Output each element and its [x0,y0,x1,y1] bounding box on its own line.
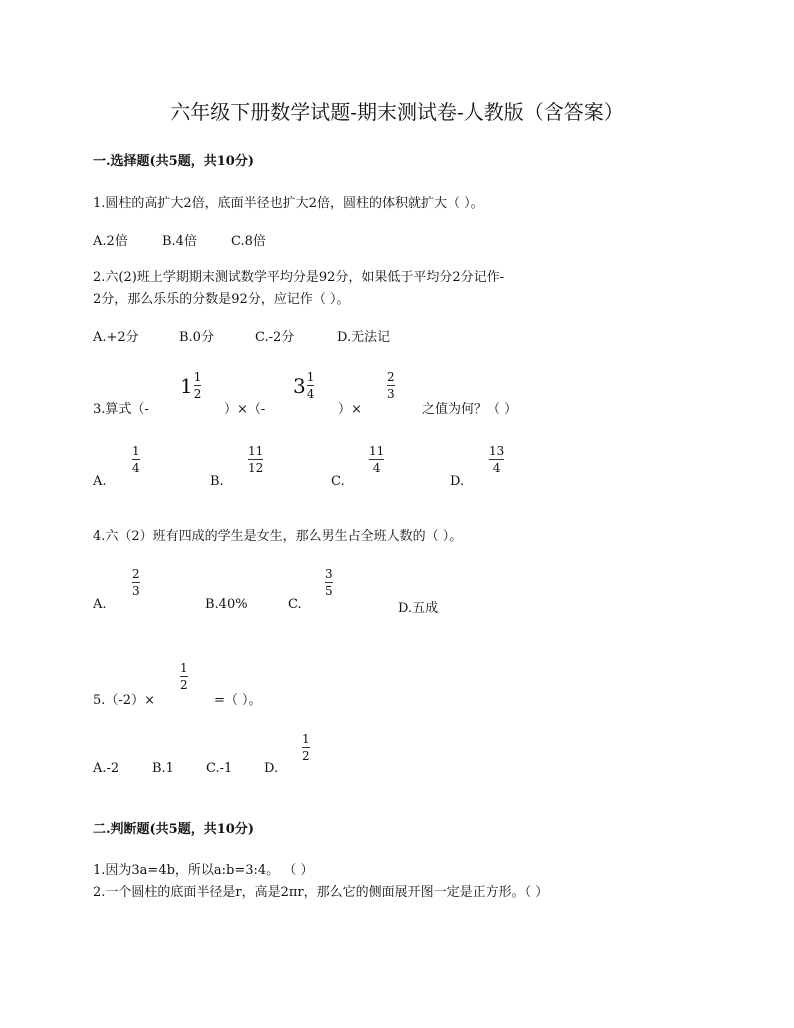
q3-option-c: C. [331,474,345,489]
q3-fb-den: 12 [248,461,264,475]
q4-option-a: A. [93,597,107,612]
q3-fc-num: 11 [369,444,385,458]
judge-question-2: 2.一个圆柱的底面半径是r，高是2πr，那么它的侧面展开图一定是正方形。（ ） [93,885,549,900]
q5-fd-num: 1 [302,732,310,746]
q1-option-b: B.4倍 [162,234,197,249]
question-2-line1: 2.六(2)班上学期期末测试数学平均分是92分，如果低于平均分2分记作- [93,270,505,285]
q4-fa-num: 2 [132,567,140,581]
q3-option-b: B. [210,474,224,489]
fraction-bar [132,582,140,583]
section-heading-choice: 一.选择题(共5题，共10分) [93,154,254,169]
q3-fd-num: 13 [489,444,505,458]
question-4-text: 4.六（2）班有四成的学生是女生，那么男生占全班人数的（ ）。 [93,529,463,544]
judge-question-1: 1.因为3a=4b，所以a:b=3:4。 （ ） [93,863,314,878]
fraction-bar [248,459,263,460]
q5-f-num: 1 [180,661,188,675]
q4-option-c-fraction [325,567,333,598]
q5-option-d: D. [264,761,279,776]
q1-option-a: A.2倍 [93,234,128,249]
q3-fd-den: 4 [492,461,501,475]
q3-m1-fraction [194,370,202,401]
q3-m2-num: 1 [306,370,315,384]
question-5-suffix: =（ ）。 [214,693,262,708]
q3-fa-num: 1 [132,444,140,458]
q3-fa-den: 4 [132,461,140,475]
q3-option-d: D. [450,474,465,489]
q2-option-a: A.+2分 [93,330,139,345]
question-2-line2: 2分，那么乐乐的分数是92分，应记作（ ）。 [93,292,350,307]
q3-m1-den: 2 [193,387,202,401]
fraction-bar [325,582,333,583]
q5-f-den: 2 [180,678,188,692]
q4-fc-den: 5 [325,584,333,598]
q2-option-c: C.-2分 [255,330,295,345]
q3-fraction-3 [387,370,395,401]
fraction-bar [194,385,202,386]
fraction-bar [180,676,188,677]
question-3-times-2: ）× [338,402,362,417]
fraction-bar [307,385,315,386]
q5-option-d-fraction [302,732,310,763]
page-title: 六年级下册数学试题-期末测试卷-人教版（含答案） [170,100,624,124]
question-5-prefix: 5.（-2）× [93,693,155,708]
q3-mixed-number-1 [180,370,201,401]
q4-option-d: D.五成 [398,601,439,616]
q3-m1-num: 1 [193,370,202,384]
q3-m2-whole: 3 [293,373,306,398]
q3-m1-whole: 1 [180,373,193,398]
question-3-times-1: ）×（- [224,402,266,417]
q3-option-c-fraction [369,444,384,475]
q3-option-d-fraction [489,444,504,475]
q3-m2-fraction [307,370,315,401]
q5-fd-den: 2 [302,749,310,763]
q3-option-b-fraction [248,444,263,475]
q4-option-b: B.40% [205,597,248,612]
q2-option-d: D.无法记 [337,330,391,345]
q2-option-b: B.0分 [179,330,214,345]
question-3-suffix: 之值为何？（ ） [422,402,518,417]
q4-option-a-fraction [132,567,140,598]
fraction-bar [369,459,384,460]
q5-option-c: C.-1 [206,761,233,776]
q3-f3-den: 3 [387,387,395,401]
q1-option-c: C.8倍 [231,234,266,249]
question-1-text: 1.圆柱的高扩大2倍，底面半径也扩大2倍，圆柱的体积就扩大（ ）。 [93,196,484,211]
fraction-bar [302,747,310,748]
q3-mixed-number-2 [293,370,314,401]
section-heading-judge: 二.判断题(共5题，共10分) [93,822,254,837]
q5-option-a: A.-2 [93,761,120,776]
q3-fc-den: 4 [372,461,381,475]
q3-option-a: A. [93,474,107,489]
q3-f3-num: 2 [387,370,395,384]
question-3-prefix: 3.算式（- [93,402,149,417]
q4-fa-den: 3 [132,584,140,598]
q3-m2-den: 4 [306,387,315,401]
q4-option-c: C. [288,597,302,612]
q4-fc-num: 3 [325,567,333,581]
q5-option-b: B.1 [152,761,174,776]
fraction-bar [132,459,140,460]
fraction-bar [387,385,395,386]
q3-fb-num: 11 [248,444,264,458]
q5-fraction [180,661,188,692]
q3-option-a-fraction [132,444,140,475]
fraction-bar [489,459,504,460]
